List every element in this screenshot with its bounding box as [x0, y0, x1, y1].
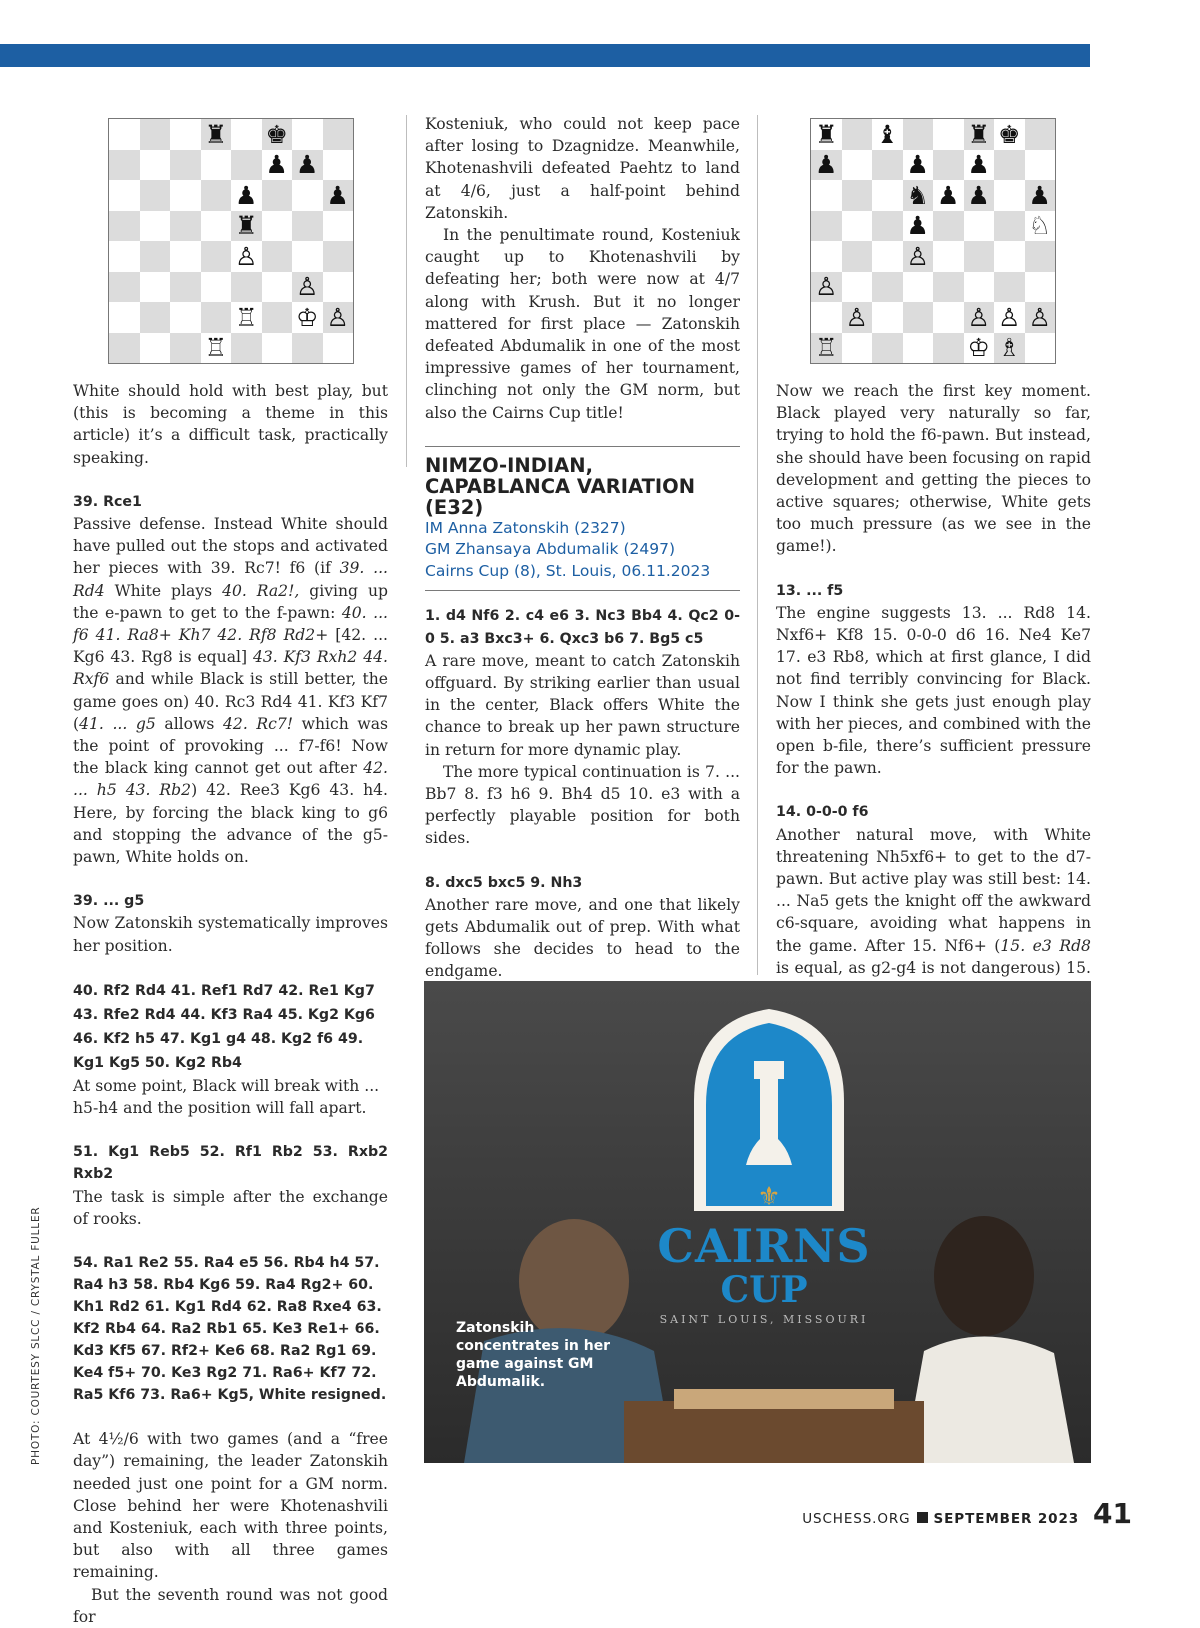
move-line: 1. d4 Nf6 2. c4 e6 3. Nc3 Bb4 4. Qc2 0-0 5. a3 Bxc3+ 6. Qxc3 b6 7. Bg5 c5: [425, 608, 740, 647]
board-square: [170, 119, 201, 150]
board-square: [201, 272, 232, 303]
board-square: [1025, 119, 1056, 150]
variation: 40. ... f6 41. Ra8+ Kh7 42. Rf8 Rd2+: [73, 603, 388, 645]
board-square: [933, 302, 964, 333]
chess-piece-icon: ♖: [811, 333, 842, 364]
board-square: [292, 119, 323, 150]
board-square: [109, 150, 140, 181]
move-line: 13. ... f5: [776, 582, 844, 599]
board-square: [140, 333, 171, 364]
chess-piece-icon: ♟: [903, 211, 934, 242]
chess-piece-icon: ♚: [262, 119, 293, 150]
board-square: [323, 150, 354, 181]
board-square: [964, 211, 995, 242]
board-square: [109, 333, 140, 364]
move-line: 51. Kg1 Reb5 52. Rf1 Rb2 53. Rxb2 Rxb2: [73, 1144, 388, 1183]
chess-piece-icon: ♙: [964, 302, 995, 333]
board-square: [842, 180, 873, 211]
board-square: [140, 211, 171, 242]
chess-piece-icon: ♟: [933, 180, 964, 211]
variation: 43. Kf3 Rxh2 44. Rxf6: [73, 648, 388, 689]
text-run: White plays: [104, 581, 223, 600]
board-square: [262, 241, 293, 272]
text-run: [42. ... Kg6 43. Rg8 is equal]: [73, 626, 388, 667]
black-player: GM Zhansaya Abdumalik (2497): [425, 540, 676, 559]
square-icon: [917, 1512, 928, 1523]
chess-piece-icon: ♟: [231, 180, 262, 211]
board-square: [994, 211, 1025, 242]
chess-piece-icon: ♙: [811, 272, 842, 303]
game-header: NIMZO-INDIAN, CAPABLANCA VARIATION (E32): [425, 453, 696, 519]
white-player: IM Anna Zatonskih (2327): [425, 518, 626, 537]
board-square: [964, 241, 995, 272]
board-square: [842, 333, 873, 364]
board-square: [109, 302, 140, 333]
annotation-block: [425, 872, 740, 983]
board-square: [872, 150, 903, 181]
tournament-photo: [424, 981, 1091, 1463]
column-divider-2: [757, 115, 758, 975]
annotation-block: [73, 979, 388, 1119]
board-square: [903, 333, 934, 364]
board-square: [170, 302, 201, 333]
column-1: [73, 380, 388, 1628]
board-square: [140, 241, 171, 272]
chess-piece-icon: ♜: [964, 119, 995, 150]
chess-piece-icon: ♙: [994, 302, 1025, 333]
game-info: [425, 518, 740, 583]
board-square: [170, 241, 201, 272]
chess-piece-icon: ♖: [231, 302, 262, 333]
board-square: [201, 150, 232, 181]
chess-piece-icon: ♟: [323, 180, 354, 211]
board-square: [109, 119, 140, 150]
board-square: [231, 272, 262, 303]
chess-table: [624, 1401, 924, 1463]
board-square: [140, 302, 171, 333]
chess-piece-icon: ♔: [292, 302, 323, 333]
chess-piece-icon: ♟: [903, 150, 934, 181]
board-square: [292, 180, 323, 211]
text-run: The more typical continuation is 7. ... Bb7 8. f3 h6 9. Bh4 d5 10. e3 with a perfectly playable position for both sides.: [425, 762, 740, 848]
text-run: Passive defense. Instead White should have pulled out the stops and activated her pieces with 39. Rc7! f6 (if: [73, 515, 388, 578]
board-square: [140, 272, 171, 303]
text-run: At some point, Black will break with ... h5-h4 and the position will fall apart.: [73, 1076, 380, 1118]
board-square: [201, 241, 232, 272]
variation: 42. Rc7!: [223, 714, 294, 733]
chess-piece-icon: ♙: [903, 241, 934, 272]
move-line: 39. Rce1: [73, 493, 142, 510]
chess-piece-icon: ♘: [1025, 211, 1056, 242]
photo-caption: Zatonskih concentrates in her game against GM Abdumalik.: [456, 1320, 611, 1390]
board-square: [811, 180, 842, 211]
board-square: [933, 119, 964, 150]
text-run: The task is simple after the exchange of rooks.: [73, 1187, 388, 1228]
chess-piece-icon: ♜: [811, 119, 842, 150]
photo-credit: PHOTO: COURTESY SLCC / CRYSTAL FULLER: [30, 1206, 42, 1465]
paragraph: White should hold with best play, but (this is becoming a theme in this article) it’s a difficult task, practically speaking.: [73, 382, 388, 467]
board-square: [170, 272, 201, 303]
chess-piece-icon: ♙: [292, 272, 323, 303]
page-number: 41: [1093, 1497, 1132, 1530]
board-square: [323, 241, 354, 272]
variation: 40. Ra2!,: [222, 581, 300, 600]
variation: 39. ... Rd4: [73, 559, 388, 600]
board-square: [872, 211, 903, 242]
board-square: [323, 119, 354, 150]
board-square: [933, 241, 964, 272]
chess-diagram-2: [810, 118, 1056, 364]
board-square: [170, 150, 201, 181]
move-line: 39. ... g5: [73, 893, 145, 910]
board-square: [994, 150, 1025, 181]
text-run: ) 42. Ree3 Kg6 43. h4. Here, by forcing the black king to g6 and stopping the advance of the g5-pawn, White holds on.: [73, 781, 389, 867]
player-right: [934, 1216, 1034, 1336]
chess-piece-icon: ♟: [1025, 180, 1056, 211]
chess-piece-icon: ♟: [964, 180, 995, 211]
event-line: Cairns Cup (8), St. Louis, 06.11.2023: [425, 561, 711, 580]
paragraph: In the penultimate round, Kosteniuk caught up to Khotenashvili by defeating her; both were now at 4/7 along with Krush. But it no longer mattered for first place — Zatonskih defeated Abdumalik in one of the most impressive games of her tournament, clinching not only the GM norm, but also the Cairns Cup title!: [425, 226, 740, 422]
board-square: [811, 211, 842, 242]
board-square: [109, 272, 140, 303]
board-square: [1025, 333, 1056, 364]
annotation-block: [73, 1141, 388, 1230]
chess-piece-icon: ♙: [1025, 302, 1056, 333]
board-square: [109, 211, 140, 242]
move-line: 14. 0-0-0 f6: [776, 804, 869, 821]
board-square: [903, 302, 934, 333]
board-square: [262, 333, 293, 364]
board-square: [842, 119, 873, 150]
text-run: A rare move, meant to catch Zatonskih offguard. By striking earlier than usual in the center, Black offers White the chance to break up her pawn structure in return for more dynamic play.: [425, 651, 740, 759]
variation: 15. e3 Rd8: [1000, 936, 1091, 955]
board-square: [170, 180, 201, 211]
text-run: Another natural move, with White threatening Nh5xf6+ to get to the d7-pawn. But active play was still best: 14. ... Na5 gets the knight off the awkward c6-square, avoiding what happens in the game. After 15. Nf6+ (: [776, 825, 1091, 955]
board-square: [262, 211, 293, 242]
svg-text:⚜: ⚜: [757, 1182, 781, 1212]
footer-site: USCHESS.ORG: [802, 1511, 911, 1527]
logo-title: CAIRNS: [657, 1219, 871, 1273]
variation: 42. ... h5 43. Rb2: [73, 759, 388, 800]
annotation-block: [73, 890, 388, 957]
text-run: allows: [155, 714, 223, 733]
board-square: [262, 180, 293, 211]
chess-piece-icon: ♙: [842, 302, 873, 333]
text-run: giving up the e-pawn to get to the f-pawn:: [73, 581, 388, 622]
chess-piece-icon: ♙: [231, 241, 262, 272]
board-square: [994, 241, 1025, 272]
column-divider-1: [406, 115, 407, 467]
text-run: The engine suggests 13. ... Rd8 14. Nxf6+ Kf8 15. 0-0-0 d6 16. Ne4 Ke7 17. e3 Rb8, which at first glance, I did not find terribly convincing for Black. Now I think she gets just enough play with her pieces, and combined with the open b-file, there’s sufficient pressure for the pawn.: [776, 603, 1091, 778]
chess-piece-icon: ♞: [903, 180, 934, 211]
board-square: [811, 241, 842, 272]
chess-piece-icon: ♖: [201, 333, 232, 364]
board-square: [933, 211, 964, 242]
move-line: 8. dxc5 bxc5 9. Nh3: [425, 874, 583, 891]
board-square: [964, 272, 995, 303]
text-run: Another rare move, and one that likely gets Abdumalik out of prep. With what follows she decides to head to the endgame.: [425, 895, 740, 981]
board-square: [811, 302, 842, 333]
board-square: [109, 180, 140, 211]
annotation-block: [776, 580, 1091, 780]
paragraph: But the seventh round was not good for: [73, 1585, 388, 1626]
chess-piece-icon: ♚: [994, 119, 1025, 150]
board-square: [933, 272, 964, 303]
board-square: [933, 150, 964, 181]
board-square: [842, 150, 873, 181]
board-square: [1025, 272, 1056, 303]
board-square: [201, 302, 232, 333]
board-square: [323, 333, 354, 364]
annotation-block: [425, 605, 740, 849]
paragraph: At 4½/6 with two games (and a “free day”) remaining, the leader Zatonskih needed just one point for a GM norm. Close behind her were Khotenashvili and Kosteniuk, each with three points, but also with all three games remaining.: [73, 1430, 388, 1582]
footer-issue: SEPTEMBER 2023: [933, 1511, 1080, 1527]
board-square: [231, 150, 262, 181]
chess-piece-icon: ♟: [292, 150, 323, 181]
board-square: [933, 333, 964, 364]
column-3: [776, 380, 1091, 1068]
variation: 41. ... g5: [79, 714, 156, 733]
board-square: [140, 180, 171, 211]
board-square: [1025, 150, 1056, 181]
chess-piece-icon: ♗: [994, 333, 1025, 364]
annotation-block: [73, 491, 388, 868]
chess-diagram-1: [108, 118, 354, 364]
section-rule: [425, 446, 740, 447]
board-square: [140, 119, 171, 150]
board-square: [231, 119, 262, 150]
page-footer: [802, 1497, 1132, 1530]
board-square: [872, 333, 903, 364]
board-square: [231, 333, 262, 364]
board-square: [201, 180, 232, 211]
board-square: [903, 272, 934, 303]
board-square: [292, 211, 323, 242]
text-run: is equal, as g2-g4 is not dangerous) 15.: [776, 958, 1091, 977]
board-square: [170, 211, 201, 242]
move-line: 40. Rf2 Rd4 41. Ref1 Rd7 42. Re1 Kg7 43. Rfe2 Rd4 44. Kf3 Ra4 45. Kg2 Kg6 46. Kf2 h5 47. Kg1 g4 48. Kg2 f6 49. Kg1 Kg5 50. Kg2 Rb4: [73, 982, 375, 1071]
board-square: [201, 211, 232, 242]
chess-piece-icon: ♙: [323, 302, 354, 333]
board-square: [292, 241, 323, 272]
top-accent-bar: [0, 44, 1090, 67]
logo-subtitle: CUP: [720, 1269, 808, 1311]
board-square: [323, 272, 354, 303]
chess-piece-icon: ♜: [201, 119, 232, 150]
board-square: [262, 272, 293, 303]
text-run: Now Zatonskih systematically improves her position.: [73, 914, 388, 955]
board-square: [170, 333, 201, 364]
chess-piece-icon: ♜: [231, 211, 262, 242]
board-square: [140, 150, 171, 181]
chess-piece-icon: ♟: [262, 150, 293, 181]
paragraph: Kosteniuk, who could not keep pace after losing to Dzagnidze. Meanwhile, Khotenashvili defeated Paehtz to land at 4/6, just a half-point behind Zatonskih.: [425, 115, 740, 222]
chess-piece-icon: ♟: [811, 150, 842, 181]
annotation-block: [73, 1252, 388, 1406]
logo-location: SAINT LOUIS, MISSOURI: [659, 1313, 869, 1326]
text-run: and while Black is still better, the game goes on) 40. Rc3 Rd4 41. Kf3 Kf7 (: [73, 670, 388, 733]
column-2: [425, 113, 740, 1071]
board-square: [872, 241, 903, 272]
chess-piece-icon: ♔: [964, 333, 995, 364]
board-square: [872, 180, 903, 211]
move-line: 54. Ra1 Re2 55. Ra4 e5 56. Rb4 h4 57. Ra4 h3 58. Rb4 Kg6 59. Ra4 Rg2+ 60. Kh1 Rd2 61. Kg1 Rd4 62. Ra8 Rxe4 63. Kf2 Rb4 64. Ra2 Rb1 65. Ke3 Re1+ 66. Kd3 Kf5 67. Rf2+ Ke6 68. Ra2 Rg1 69. Ke4 f5+ 70. Ke3 Rg2 71. Ra6+ Kf7 72. Ra5 Kf6 73. Ra6+ Kg5, White resigned.: [73, 1255, 387, 1404]
board-square: [1025, 241, 1056, 272]
paragraph: Now we reach the first key moment. Black played very naturally so far, trying to hold the f6-pawn. But instead, she should have been focusing on rapid development and getting the pieces to active squares; otherwise, White gets too much pressure (as we see in the game!).: [776, 382, 1091, 556]
board-square: [872, 302, 903, 333]
board-square: [842, 211, 873, 242]
board-square: [109, 241, 140, 272]
board-square: [262, 302, 293, 333]
board-square: [872, 272, 903, 303]
board-square: [903, 119, 934, 150]
text-run: which was the point of provoking ... f7-f6! Now the black king cannot get out after: [73, 714, 388, 778]
board-square: [292, 333, 323, 364]
board-square: [842, 272, 873, 303]
board-square: [323, 211, 354, 242]
chess-piece-icon: ♝: [872, 119, 903, 150]
board-square: [994, 180, 1025, 211]
board-square: [994, 272, 1025, 303]
board-square: [842, 241, 873, 272]
section-rule: [425, 590, 740, 591]
chess-piece-icon: ♟: [964, 150, 995, 181]
